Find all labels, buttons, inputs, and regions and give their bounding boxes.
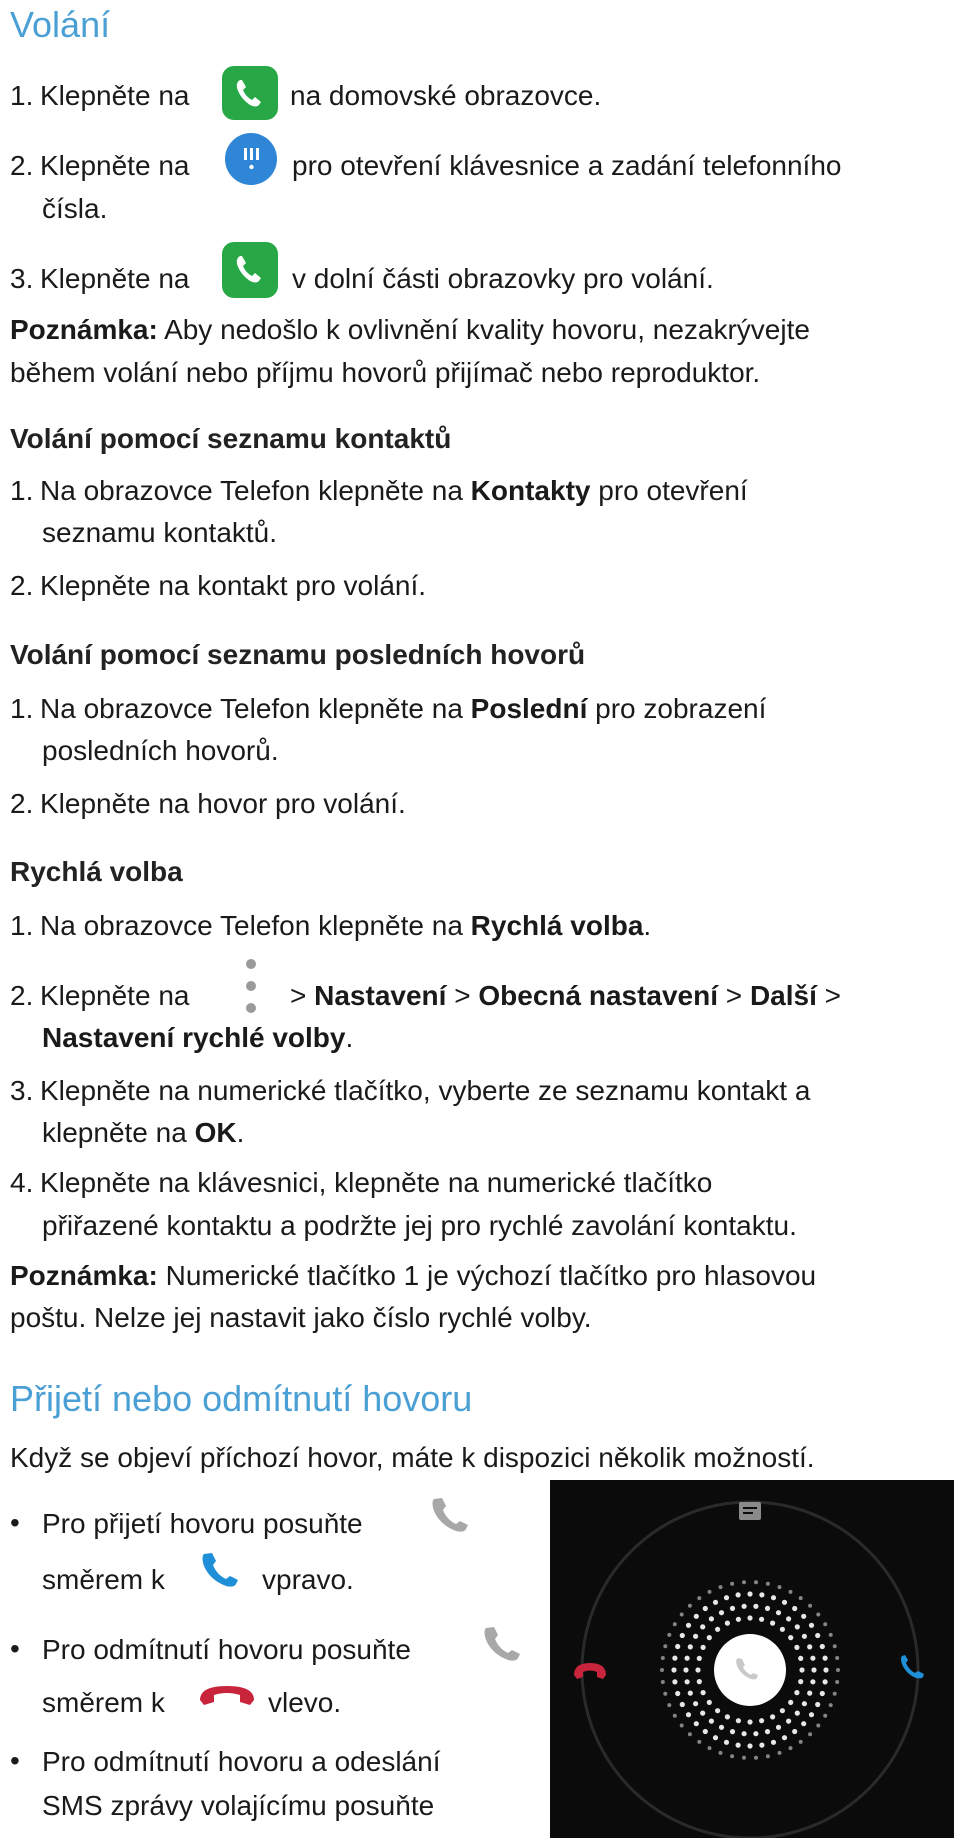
bullet-1-text: Pro přijetí hovoru posuňte — [42, 1508, 363, 1539]
step-2-rest: pro otevření klávesnice a zadání telefonního — [292, 150, 842, 181]
bullet-2-dot: • — [10, 1633, 20, 1664]
section-title-answer-reject: Přijetí nebo odmítnutí hovoru — [10, 1378, 473, 1419]
speed-step-3: 3. Klepněte na numerické tlačítko, vyberte ze seznamu kontakt a — [10, 1075, 811, 1106]
bullet-2-text: Pro odmítnutí hovoru posuňte — [42, 1634, 411, 1665]
dialpad-icon — [225, 133, 277, 185]
bullet-3-dot: • — [10, 1745, 20, 1776]
section-title-calling: Volání — [10, 4, 111, 45]
recent-step-2: 2. Klepněte na hovor pro volání. — [10, 788, 406, 819]
note-2: Poznámka: Numerické tlačítko 1 je výchozí tlačítko pro hlasovou — [10, 1260, 817, 1291]
speed-step-2: 2. Klepněte na — [10, 980, 190, 1011]
step-1: 1. Klepněte na — [10, 80, 190, 111]
contacts-step-1: 1. Na obrazovce Telefon klepněte na Kontakty pro otevření — [10, 475, 748, 506]
phone-call-icon — [222, 242, 278, 298]
section-title-speed-dial: Rychlá volba — [10, 856, 183, 887]
bullet-1-text-3: vpravo. — [262, 1564, 354, 1595]
section-title-recent: Volání pomocí seznamu posledních hovorů — [10, 639, 586, 670]
speed-step-3-cont: klepněte na OK. — [42, 1117, 245, 1148]
phone-app-icon — [222, 66, 278, 120]
note-1-cont: během volání nebo příjmu hovorů přijímač nebo reproduktor. — [10, 357, 761, 388]
bullet-3-text: Pro odmítnutí hovoru a odeslání — [42, 1746, 441, 1777]
step-2: 2. Klepněte na — [10, 150, 190, 181]
phone-blue-icon — [198, 1548, 246, 1594]
speed-step-2-rest: > Nastavení > Obecná nastavení > Další > — [290, 980, 842, 1011]
bullet-3-text-2: SMS zprávy volajícímu posuňte — [42, 1790, 435, 1821]
note-2-cont: poštu. Nelze jej nastavit jako číslo rychlé volby. — [10, 1302, 592, 1333]
step-3: 3. Klepněte na — [10, 263, 190, 294]
speed-step-4-cont: přiřazené kontaktu a podržte jej pro rychlé zavolání kontaktu. — [42, 1210, 797, 1241]
bullet-2-text-2: směrem k — [42, 1687, 165, 1718]
hang-up-red-icon — [196, 1680, 258, 1708]
speed-step-1: 1. Na obrazovce Telefon klepněte na Rychlá volba. — [10, 910, 652, 941]
step-2-cont: čísla. — [42, 193, 108, 224]
speed-step-2-cont: Nastavení rychlé volby. — [42, 1022, 354, 1053]
section-title-contacts: Volání pomocí seznamu kontaktů — [10, 423, 452, 454]
more-options-icon — [244, 955, 258, 1017]
recent-step-1-cont: posledních hovorů. — [42, 735, 279, 766]
contacts-step-2: 2. Klepněte na kontakt pro volání. — [10, 570, 427, 601]
recent-step-1: 1. Na obrazovce Telefon klepněte na Poslední pro zobrazení — [10, 693, 767, 724]
speed-step-4: 4. Klepněte na klávesnici, klepněte na numerické tlačítko — [10, 1167, 713, 1198]
answer-intro: Když se objeví příchozí hovor, máte k dispozici několik možností. — [10, 1442, 815, 1473]
incoming-call-screenshot — [550, 1480, 954, 1838]
phone-grey-icon — [428, 1493, 474, 1539]
step-1-rest: na domovské obrazovce. — [290, 80, 602, 111]
step-3-rest: v dolní části obrazovky pro volání. — [292, 263, 714, 294]
contacts-step-1-cont: seznamu kontaktů. — [42, 517, 278, 548]
bullet-1-dot: • — [10, 1507, 20, 1538]
phone-grey-icon-2 — [480, 1622, 526, 1668]
bullet-1-text-2: směrem k — [42, 1564, 165, 1595]
bullet-2-text-3: vlevo. — [268, 1687, 342, 1718]
note-1: Poznámka: Aby nedošlo k ovlivnění kvality hovoru, nezakrývejte — [10, 314, 810, 345]
